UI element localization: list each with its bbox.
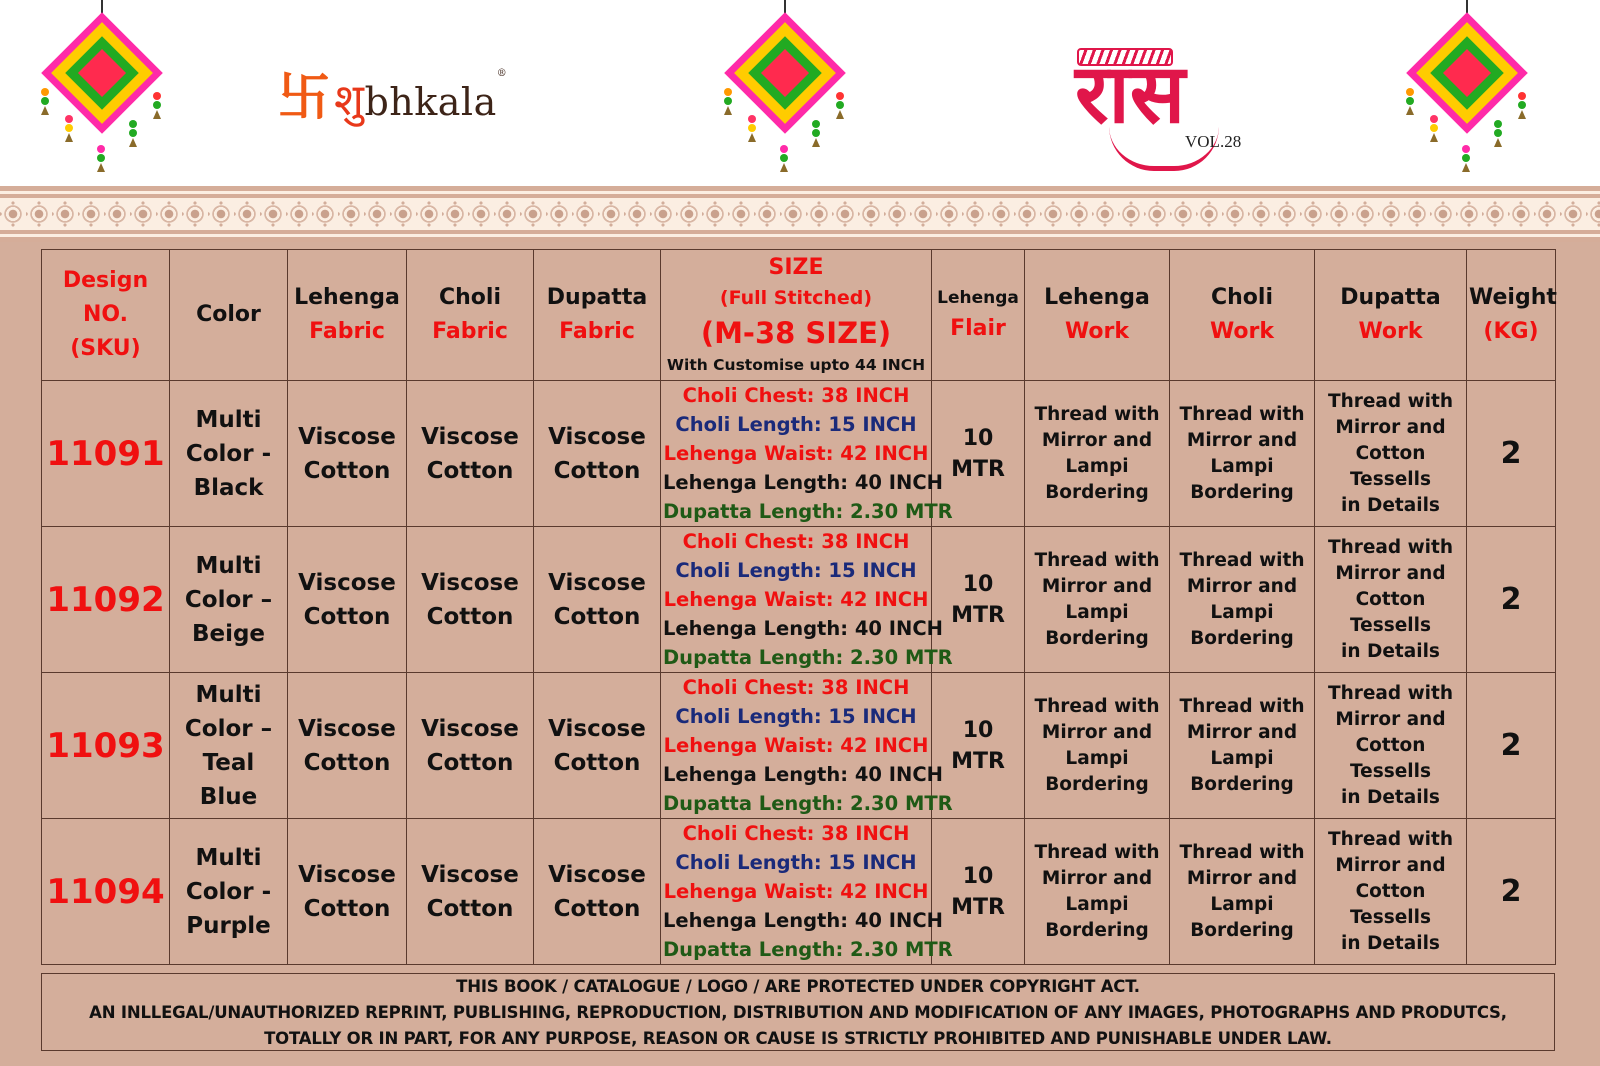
header-lehenga-flair: Lehenga Flair bbox=[932, 250, 1025, 381]
kite-ornament-center bbox=[720, 0, 850, 178]
copyright-notice bbox=[41, 973, 1555, 1051]
dupatta-work-cell: Thread with Mirror and Cotton Tessells in Details bbox=[1315, 527, 1467, 673]
color-cell: Multi Color – Beige bbox=[170, 527, 288, 673]
dupatta-fabric-cell: Viscose Cotton bbox=[534, 527, 661, 673]
design-sku: 11093 bbox=[42, 673, 170, 819]
lehenga-work-cell: Thread with Mirror and Lampi Bordering bbox=[1025, 527, 1170, 673]
header-weight: Weight (KG) bbox=[1467, 250, 1556, 381]
size-cell: Choli Chest: 38 INCH Choli Length: 15 INCH Lehenga Waist: 42 INCH Lehenga Length: 40 INCH Dupatta Length: 2.30 MTR bbox=[661, 527, 932, 673]
dupatta-fabric-cell: Viscose Cotton bbox=[534, 819, 661, 965]
choli-work-cell: Thread with Mirror and Lampi Bordering bbox=[1170, 381, 1315, 527]
lehenga-work-cell: Thread with Mirror and Lampi Bordering bbox=[1025, 381, 1170, 527]
lehenga-fabric-cell: Viscose Cotton bbox=[288, 527, 407, 673]
table-row bbox=[42, 673, 1556, 819]
header-color: Color bbox=[170, 250, 288, 381]
kite-ornament-right bbox=[1402, 0, 1532, 178]
table-row bbox=[42, 527, 1556, 673]
lehenga-fabric-cell: Viscose Cotton bbox=[288, 673, 407, 819]
weight-cell: 2 bbox=[1467, 381, 1556, 527]
table-row bbox=[42, 381, 1556, 527]
weight-cell: 2 bbox=[1467, 819, 1556, 965]
dupatta-fabric-cell: Viscose Cotton bbox=[534, 381, 661, 527]
brand-name: शुbhkala® bbox=[334, 68, 508, 126]
header-lehenga-fabric: Lehenga Fabric bbox=[288, 250, 407, 381]
swastik-icon: 卐 bbox=[278, 69, 331, 127]
catalogue-title: रास bbox=[1075, 47, 1186, 142]
dupatta-work-cell: Thread with Mirror and Cotton Tessells in Details bbox=[1315, 381, 1467, 527]
header-lehenga-work: Lehenga Work bbox=[1025, 250, 1170, 381]
kite-icon bbox=[1406, 12, 1528, 134]
dupatta-fabric-cell: Viscose Cotton bbox=[534, 673, 661, 819]
choli-work-cell: Thread with Mirror and Lampi Bordering bbox=[1170, 673, 1315, 819]
flair-cell: 10 MTR bbox=[932, 381, 1025, 527]
table-row bbox=[42, 819, 1556, 965]
lehenga-work-cell: Thread with Mirror and Lampi Bordering bbox=[1025, 673, 1170, 819]
choli-fabric-cell: Viscose Cotton bbox=[407, 527, 534, 673]
catalogue-header bbox=[0, 0, 1600, 186]
choli-work-cell: Thread with Mirror and Lampi Bordering bbox=[1170, 819, 1315, 965]
choli-fabric-cell: Viscose Cotton bbox=[407, 819, 534, 965]
header-size: SIZE (Full Stitched) (M-38 SIZE) With Customise upto 44 INCH bbox=[661, 250, 932, 381]
color-cell: Multi Color - Black bbox=[170, 381, 288, 527]
notice-line: AN INLLEGAL/UNAUTHORIZED REPRINT, PUBLISHING, REPRODUCTION, DISTRIBUTION AND MODIFICATION OF ANY IMAGES, PHOTOGRAPHS AND PRODUTCS, bbox=[89, 1003, 1507, 1022]
decorative-border bbox=[0, 186, 1600, 242]
lehenga-fabric-cell: Viscose Cotton bbox=[288, 381, 407, 527]
notice-line: THIS BOOK / CATALOGUE / LOGO / ARE PROTECTED UNDER COPYRIGHT ACT. bbox=[456, 977, 1140, 996]
notice-line: TOTALLY OR IN PART, FOR ANY PURPOSE, REASON OR CAUSE IS STRICTLY PROHIBITED AND PUNISHABLE UNDER LAW. bbox=[264, 1029, 1332, 1048]
design-sku: 11092 bbox=[42, 527, 170, 673]
design-sku: 11091 bbox=[42, 381, 170, 527]
color-cell: Multi Color - Purple bbox=[170, 819, 288, 965]
table-header-row bbox=[42, 250, 1556, 381]
dupatta-work-cell: Thread with Mirror and Cotton Tessells in Details bbox=[1315, 673, 1467, 819]
size-cell: Choli Chest: 38 INCH Choli Length: 15 INCH Lehenga Waist: 42 INCH Lehenga Length: 40 INCH Dupatta Length: 2.30 MTR bbox=[661, 819, 932, 965]
color-cell: Multi Color – Teal Blue bbox=[170, 673, 288, 819]
kite-ornament-left bbox=[37, 0, 167, 178]
kite-icon bbox=[724, 12, 846, 134]
flair-cell: 10 MTR bbox=[932, 527, 1025, 673]
weight-cell: 2 bbox=[1467, 527, 1556, 673]
header-design-no: Design NO. (SKU) bbox=[42, 250, 170, 381]
weight-cell: 2 bbox=[1467, 673, 1556, 819]
size-cell: Choli Chest: 38 INCH Choli Length: 15 INCH Lehenga Waist: 42 INCH Lehenga Length: 40 INCH Dupatta Length: 2.30 MTR bbox=[661, 673, 932, 819]
kite-icon bbox=[41, 12, 163, 134]
header-dupatta-fabric: Dupatta Fabric bbox=[534, 250, 661, 381]
choli-fabric-cell: Viscose Cotton bbox=[407, 381, 534, 527]
raas-catalogue-logo bbox=[1075, 46, 1255, 176]
dupatta-work-cell: Thread with Mirror and Cotton Tessells in Details bbox=[1315, 819, 1467, 965]
choli-fabric-cell: Viscose Cotton bbox=[407, 673, 534, 819]
flair-cell: 10 MTR bbox=[932, 819, 1025, 965]
header-choli-work: Choli Work bbox=[1170, 250, 1315, 381]
volume-label: VOL.28 bbox=[1185, 132, 1242, 151]
choli-work-cell: Thread with Mirror and Lampi Bordering bbox=[1170, 527, 1315, 673]
lehenga-work-cell: Thread with Mirror and Lampi Bordering bbox=[1025, 819, 1170, 965]
floral-pattern bbox=[0, 201, 1600, 227]
size-cell: Choli Chest: 38 INCH Choli Length: 15 INCH Lehenga Waist: 42 INCH Lehenga Length: 40 INCH Dupatta Length: 2.30 MTR bbox=[661, 381, 932, 527]
shubhkala-logo bbox=[278, 66, 507, 130]
lehenga-fabric-cell: Viscose Cotton bbox=[288, 819, 407, 965]
header-choli-fabric: Choli Fabric bbox=[407, 250, 534, 381]
design-sku: 11094 bbox=[42, 819, 170, 965]
flair-cell: 10 MTR bbox=[932, 673, 1025, 819]
header-dupatta-work: Dupatta Work bbox=[1315, 250, 1467, 381]
product-spec-table bbox=[41, 249, 1556, 965]
